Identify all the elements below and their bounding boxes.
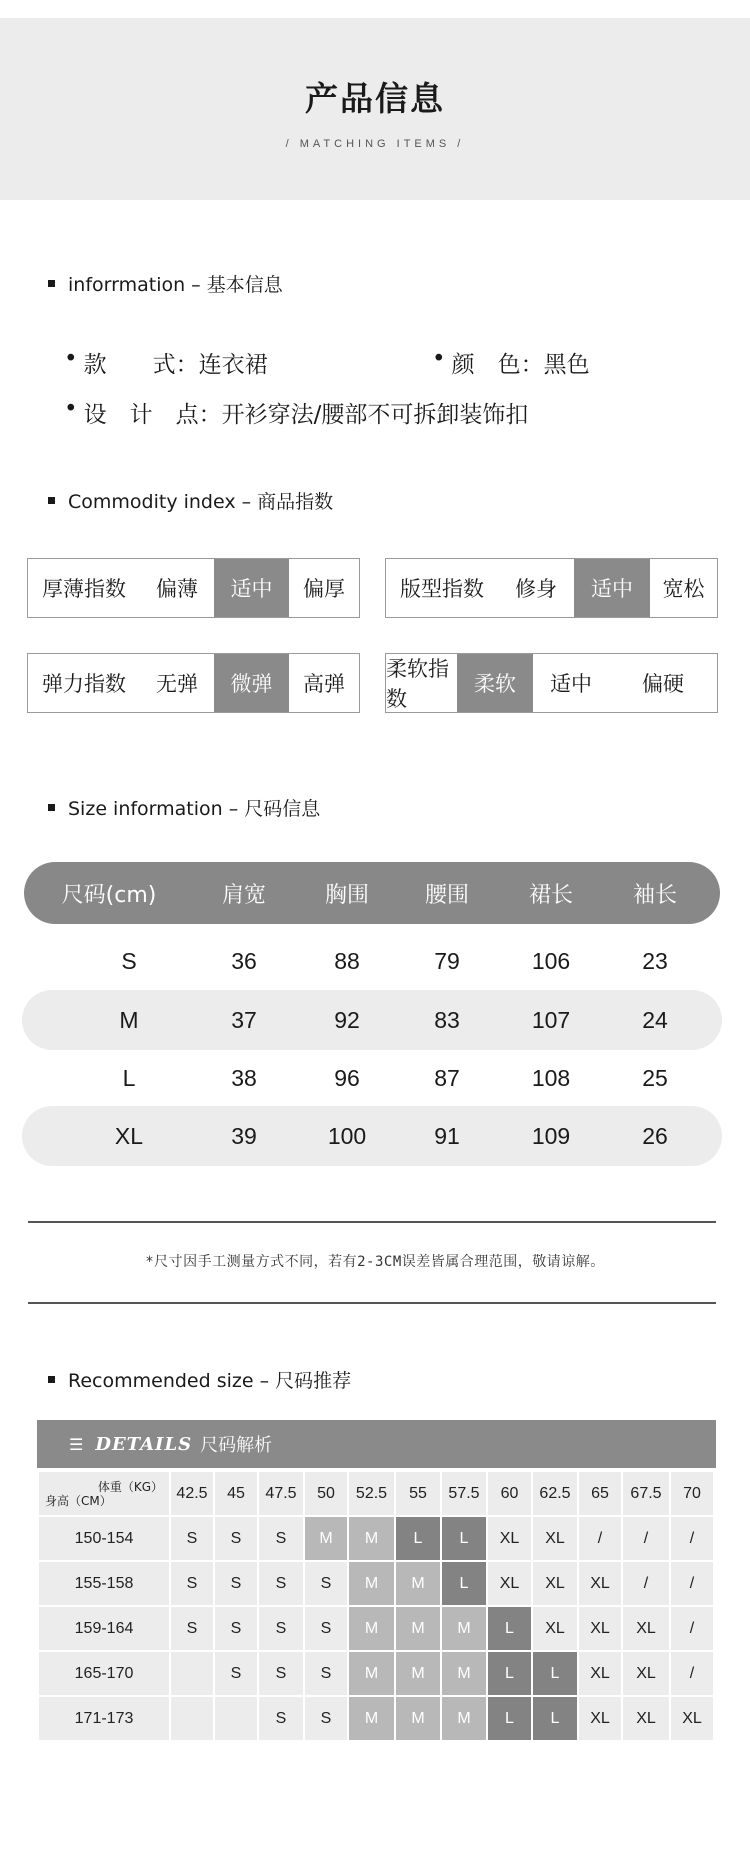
weight-header-cell: 70 (670, 1471, 714, 1516)
size-recommendation-cell: S (258, 1606, 304, 1651)
size-recommendation-cell: M (395, 1561, 441, 1606)
size-cell: 79 (434, 947, 460, 974)
size-recommendation-cell: M (348, 1561, 395, 1606)
index-option-active: 适中 (574, 559, 650, 617)
size-recommendation-cell: S (214, 1651, 258, 1696)
index-option: 无弹 (156, 672, 198, 696)
size-recommendation-cell: XL (578, 1696, 622, 1741)
size-recommendation-cell: M (304, 1516, 348, 1561)
size-recommendation-cell: S (214, 1561, 258, 1606)
details-title-en: DETAILS (95, 1433, 193, 1455)
size-cell: 108 (531, 1064, 571, 1091)
size-recommendation-cell: S (170, 1516, 214, 1561)
size-cell: 91 (434, 1122, 460, 1149)
index-label: 厚薄指数 (42, 577, 126, 601)
size-row (22, 990, 722, 1050)
size-cell: L (122, 1064, 136, 1091)
info-style (64, 346, 268, 379)
size-recommendation-cell: / (670, 1561, 714, 1606)
details-title-cn: 尺码解析 (200, 1435, 273, 1456)
size-recommendation-cell: L (487, 1651, 532, 1696)
weight-axis-label: 体重（KG） (97, 1480, 163, 1494)
size-cell: 88 (334, 947, 360, 974)
bullet-dot-icon: • (64, 346, 78, 372)
weight-header-cell: 55 (395, 1471, 441, 1516)
weight-header-cell: 60 (487, 1471, 532, 1516)
size-cell: 83 (434, 1006, 460, 1033)
size-header-cell: 袖长 (632, 882, 677, 908)
size-header-cell: 尺码(cm) (61, 882, 157, 908)
weight-header-cell: 47.5 (258, 1471, 304, 1516)
menu-icon: ☰ (69, 1434, 84, 1454)
size-cell: 39 (231, 1122, 257, 1149)
size-header-cell: 裙长 (528, 882, 573, 908)
size-recommendation-cell (170, 1651, 214, 1696)
size-header-cell: 腰围 (424, 882, 469, 908)
info-design (64, 396, 528, 429)
square-bullet-icon (48, 1376, 55, 1383)
size-header-cell: 肩宽 (221, 882, 266, 908)
index-option: 偏薄 (156, 577, 198, 601)
section-heading-label: Commodity index – 商品指数 (68, 491, 334, 513)
style-label: 款 式： (83, 352, 199, 378)
size-recommendation-cell (214, 1696, 258, 1741)
size-recommendation-cell: XL (622, 1696, 670, 1741)
size-recommendation-cell: M (441, 1651, 487, 1696)
size-cell: 109 (531, 1122, 571, 1149)
weight-header-row (38, 1471, 714, 1516)
size-recommendation-cell: / (670, 1651, 714, 1696)
size-recommendation-cell: L (532, 1696, 578, 1741)
square-bullet-icon (48, 280, 55, 287)
index-option-active: 适中 (214, 559, 289, 617)
size-recommendation-cell: / (578, 1516, 622, 1561)
page-subtitle: / MATCHING ITEMS / (285, 138, 465, 150)
size-recommendation-cell (170, 1696, 214, 1741)
size-recommendation-cell: / (670, 1516, 714, 1561)
index-option: 偏厚 (303, 577, 345, 601)
design-value: 开衫穿法/腰部不可拆卸装饰扣 (221, 402, 529, 428)
size-recommendation-cell: S (214, 1606, 258, 1651)
size-recommendation-cell: M (395, 1651, 441, 1696)
size-row (22, 1048, 722, 1108)
size-recommendation-cell: XL (622, 1606, 670, 1651)
size-cell: 87 (434, 1064, 460, 1091)
weight-header-cell: 50 (304, 1471, 348, 1516)
size-recommendation-cell: XL (670, 1696, 714, 1741)
index-label: 柔软指数 (386, 657, 449, 711)
index-elasticity (27, 653, 360, 713)
size-cell: 38 (231, 1064, 257, 1091)
size-row (22, 931, 722, 991)
section-heading-label: inforrmation – 基本信息 (68, 274, 283, 296)
square-bullet-icon (48, 497, 55, 504)
size-recommendation-cell: XL (532, 1606, 578, 1651)
size-cell: 36 (231, 947, 257, 974)
size-recommendation-cell: M (395, 1696, 441, 1741)
index-option: 偏硬 (642, 672, 684, 696)
size-cell: 26 (642, 1122, 668, 1149)
height-row (38, 1516, 714, 1561)
height-axis-label: 身高（CM） (45, 1494, 112, 1508)
size-recommendation-cell: L (395, 1516, 441, 1561)
size-cell: 23 (642, 947, 668, 974)
size-cell: 25 (642, 1064, 668, 1091)
details-bar (37, 1420, 716, 1468)
design-label: 设 计 点： (83, 402, 222, 428)
weight-header-cell: 62.5 (532, 1471, 578, 1516)
index-option: 适中 (550, 672, 592, 696)
size-recommendation-cell: L (487, 1606, 532, 1651)
size-cell: 107 (531, 1006, 571, 1033)
info-color (432, 346, 590, 379)
height-cell: 150-154 (38, 1516, 170, 1561)
size-recommendation-cell: M (348, 1651, 395, 1696)
size-recommendation-cell: M (441, 1606, 487, 1651)
size-recommendation-cell: M (348, 1516, 395, 1561)
section-heading-label: Recommended size – 尺码推荐 (68, 1370, 352, 1392)
size-cell: XL (114, 1122, 144, 1149)
size-header-cell: 胸围 (324, 882, 369, 908)
size-recommendation-cell: S (214, 1516, 258, 1561)
size-recommendation-cell: S (304, 1696, 348, 1741)
square-bullet-icon (48, 804, 55, 811)
weight-header-cell: 45 (214, 1471, 258, 1516)
size-recommendation-cell: XL (578, 1606, 622, 1651)
size-recommendation-cell: S (304, 1606, 348, 1651)
section-heading-commodity (48, 487, 333, 514)
size-row (22, 1106, 722, 1166)
size-recommendation-cell: / (670, 1606, 714, 1651)
section-heading-recommended (48, 1366, 351, 1393)
size-recommendation-cell: S (170, 1606, 214, 1651)
size-recommendation-cell: XL (622, 1651, 670, 1696)
size-recommendation-cell: / (622, 1561, 670, 1606)
size-cell: M (119, 1006, 139, 1033)
size-recommendation-cell: S (258, 1651, 304, 1696)
size-recommendation-cell: XL (487, 1516, 532, 1561)
size-cell: 100 (327, 1122, 367, 1149)
height-cell: 165-170 (38, 1651, 170, 1696)
size-cell: S (121, 947, 137, 974)
index-label: 版型指数 (400, 577, 484, 601)
height-cell: 171-173 (38, 1696, 170, 1741)
divider (28, 1221, 716, 1223)
height-row (38, 1606, 714, 1651)
page-title: 产品信息 (305, 79, 445, 118)
size-recommendation-cell: S (258, 1516, 304, 1561)
section-heading-information (48, 270, 283, 297)
size-recommendation-cell: XL (578, 1561, 622, 1606)
size-recommendation-cell: M (441, 1696, 487, 1741)
size-recommendation-cell: S (258, 1696, 304, 1741)
height-row (38, 1696, 714, 1741)
index-softness (385, 653, 718, 713)
section-heading-label: Size information – 尺码信息 (68, 798, 321, 820)
size-cell: 96 (334, 1064, 360, 1091)
color-label: 颜 色： (451, 352, 544, 378)
height-row (38, 1561, 714, 1606)
size-recommendation-cell: S (304, 1651, 348, 1696)
weight-header-cell: 57.5 (441, 1471, 487, 1516)
size-recommendation-cell: M (348, 1606, 395, 1651)
height-cell: 155-158 (38, 1561, 170, 1606)
size-cell: 24 (642, 1006, 668, 1033)
divider (28, 1302, 716, 1304)
height-row (38, 1651, 714, 1696)
style-value: 连衣裙 (198, 352, 268, 378)
size-recommendation-cell: S (258, 1561, 304, 1606)
recommended-size-table (37, 1470, 715, 1742)
size-recommendation-cell: L (487, 1696, 532, 1741)
size-recommendation-cell: S (170, 1561, 214, 1606)
index-fit (385, 558, 718, 618)
bullet-dot-icon: • (64, 396, 78, 422)
weight-header-cell: 65 (578, 1471, 622, 1516)
size-recommendation-cell: XL (532, 1516, 578, 1561)
section-heading-size (48, 794, 320, 821)
index-option-active: 微弹 (214, 654, 289, 712)
size-recommendation-cell: XL (532, 1561, 578, 1606)
size-recommendation-cell: XL (487, 1561, 532, 1606)
weight-header-cell: 52.5 (348, 1471, 395, 1516)
size-cell: 106 (531, 947, 571, 974)
color-value: 黑色 (543, 352, 590, 378)
table-corner (38, 1471, 170, 1516)
size-recommendation-cell: M (348, 1696, 395, 1741)
index-option: 修身 (515, 577, 557, 601)
size-recommendation-cell: XL (578, 1651, 622, 1696)
height-cell: 159-164 (38, 1606, 170, 1651)
size-recommendation-cell: S (304, 1561, 348, 1606)
index-option: 宽松 (662, 577, 705, 601)
size-cell: 37 (231, 1006, 257, 1033)
measurement-note: *尺寸因手工测量方式不同，若有2-3CM误差皆属合理范围，敬请谅解。 (145, 1254, 605, 1270)
index-label: 弹力指数 (42, 672, 126, 696)
size-recommendation-cell: L (441, 1561, 487, 1606)
page-header (0, 18, 750, 200)
size-cell: 92 (334, 1006, 360, 1033)
size-recommendation-cell: L (441, 1516, 487, 1561)
index-thickness (27, 558, 360, 618)
weight-header-cell: 42.5 (170, 1471, 214, 1516)
weight-header-cell: 67.5 (622, 1471, 670, 1516)
size-recommendation-cell: / (622, 1516, 670, 1561)
size-table-header (24, 862, 720, 924)
size-recommendation-cell: M (395, 1606, 441, 1651)
bullet-dot-icon: • (432, 346, 446, 372)
index-option: 高弹 (303, 672, 345, 696)
index-option-active: 柔软 (457, 654, 533, 712)
size-recommendation-cell: L (532, 1651, 578, 1696)
